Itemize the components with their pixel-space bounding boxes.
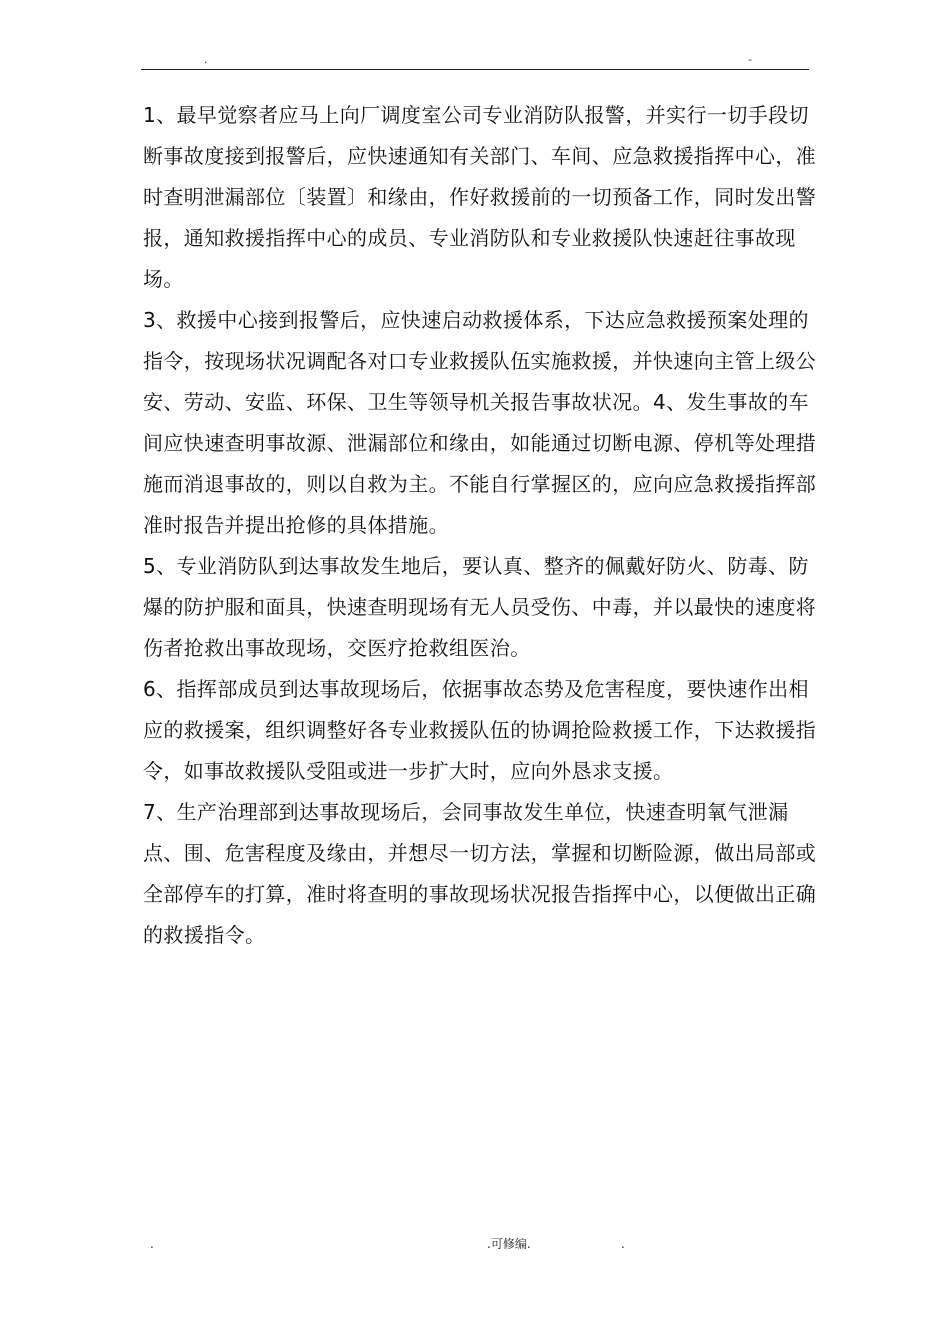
document-body [143, 95, 819, 956]
footer-right-mark: . [621, 1237, 625, 1251]
paragraph-7: 7、生产治理部到达事故现场后，会同事故发生单位，快速查明氧气泄漏点、围、危害程度及缘由，并想尽一切方法，掌握和切断险源，做出局部或全部停车的打算，准时将查明的事故现场状况报告指挥中心，以便做出正确的救援指令。 [143, 800, 817, 947]
paragraph-3-4: 3、救援中心接到报警后，应快速启动救援体系，下达应急救援预案处理的指令，按现场状况调配各对口专业救援队伍实施救援，并快速向主管上级公安、劳动、安监、环保、卫生等领导机关报告事故状况。4、发生事故的车间应快速查明事故源、泄漏部位和缘由，如能通过切断电源、停机等处理措施而消退事故的，则以自救为主。不能自行掌握区的，应向应急救援指挥部准时报告并提出抢修的具体措施。 [143, 308, 817, 537]
header-left-mark: . [204, 53, 208, 66]
header-rule [141, 69, 809, 70]
footer-editable-note: .可修编. [487, 1237, 531, 1251]
header-right-mark: - [748, 53, 752, 66]
footer-left-mark: . [150, 1237, 154, 1251]
paragraph-5: 5、专业消防队到达事故发生地后，要认真、整齐的佩戴好防火、防毒、防爆的防护服和面具，快速查明现场有无人员受伤、中毒，并以最快的速度将伤者抢救出事故现场，交医疗抢救组医治。 [143, 554, 817, 660]
paragraph-6: 6、指挥部成员到达事故现场后，依据事故态势及危害程度，要快速作出相应的救援案，组织调整好各专业救援队伍的协调抢险救援工作，下达救援指令，如事故救援队受阻或进一步扩大时，应向外恳求支援。 [143, 677, 817, 783]
paragraph-1: 1、最早觉察者应马上向厂调度室公司专业消防队报警，并实行一切手段切断事故度接到报警后，应快速通知有关部门、车间、应急救援指挥中心，准时查明泄漏部位〔装置〕和缘由，作好救援前的一切预备工作，同时发出警报，通知救援指挥中心的成员、专业消防队和专业救援队快速赶往事故现场。 [143, 103, 817, 291]
